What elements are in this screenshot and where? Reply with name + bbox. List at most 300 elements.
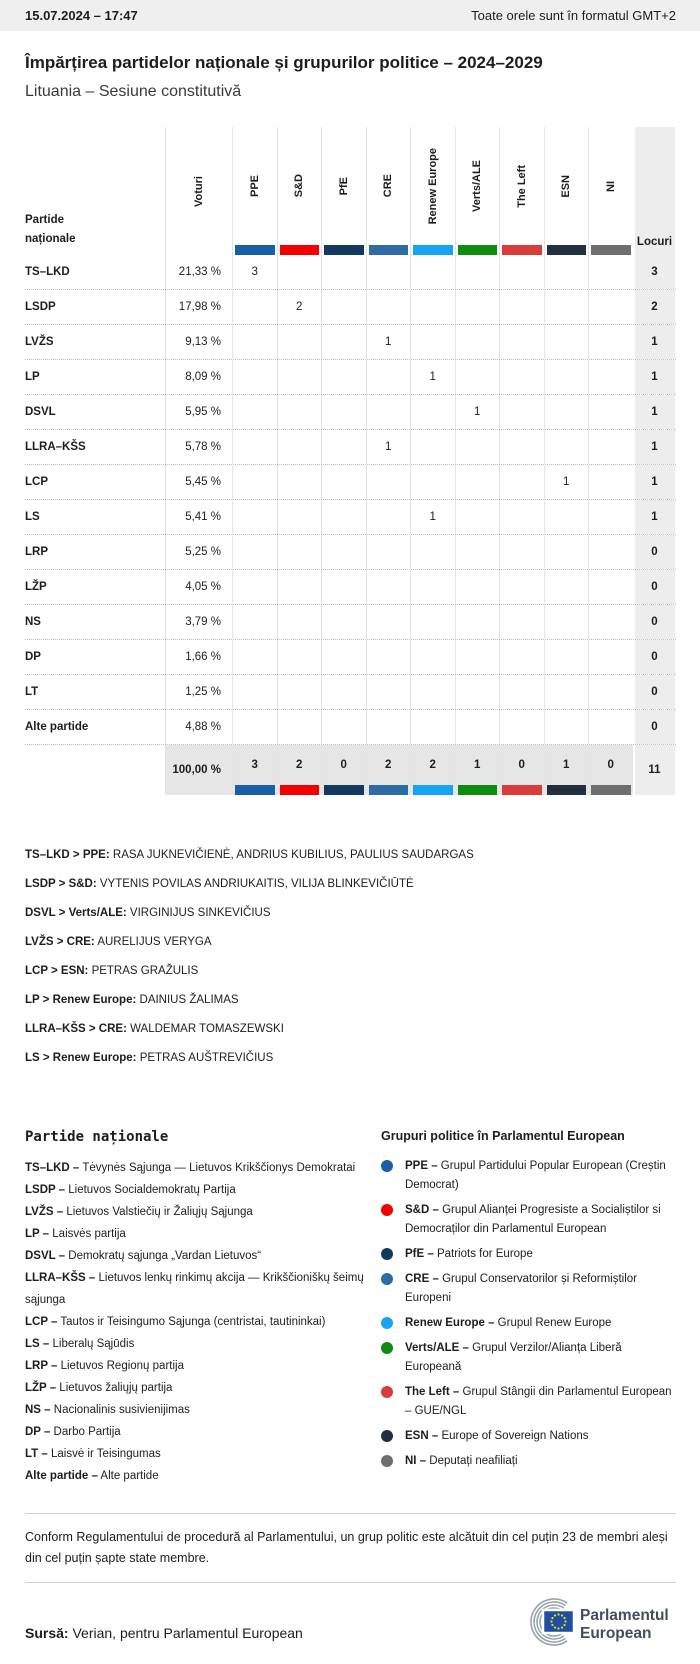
logo-text-line2: European: [580, 1625, 652, 1642]
seat-cell: [277, 395, 322, 429]
seat-cell: [321, 710, 366, 744]
seat-cell: [499, 675, 544, 709]
seat-cell: [232, 395, 277, 429]
party-full-name: Laisvė ir Teisingumas: [47, 1448, 161, 1460]
group-full-name: Grupul Alianței Progresiste a Socialiștilor si Democraților din Parlamentul European: [405, 1204, 661, 1235]
votes-cell: 1,66 %: [165, 640, 232, 674]
group-color-bar: [413, 245, 453, 255]
group-full-name: Deputați neafiliați: [426, 1455, 518, 1467]
party-abbr: NS –: [25, 1404, 51, 1416]
seat-cell: [277, 465, 322, 499]
seats-total-cell: 1: [633, 325, 675, 359]
total-seat-cell: 2: [410, 745, 455, 795]
table-row: [25, 500, 676, 535]
total-seat-cell: 3: [232, 745, 277, 795]
group-legend-item: [381, 1201, 676, 1239]
seats-total-cell: 1: [633, 500, 675, 534]
party-full-name: Alte partide: [97, 1470, 159, 1482]
seats-total-cell: 0: [633, 710, 675, 744]
votes-cell: 5,41 %: [165, 500, 232, 534]
mep-line-label: LCP > ESN:: [25, 965, 89, 977]
seats-total-cell: 0: [633, 640, 675, 674]
page-title: Împărțirea partidelor naționale și grupurilor politice – 2024–2029: [25, 53, 543, 72]
party-name-cell: LSDP: [25, 301, 56, 313]
party-abbr: LRP –: [25, 1360, 58, 1372]
group-column-header-label: Verts/ALE: [471, 160, 484, 212]
group-column-header-label: The Left: [515, 164, 528, 208]
seat-cell: [366, 535, 411, 569]
party-abbr: LŽP –: [25, 1382, 57, 1394]
group-legend-item: [381, 1157, 676, 1195]
european-parliament-logo: [516, 1593, 676, 1651]
table-row: [25, 395, 676, 430]
group-color-dot: [381, 1430, 393, 1442]
mep-line: [25, 870, 676, 899]
seat-cell: [499, 605, 544, 639]
seats-total-cell: 2: [633, 290, 675, 324]
seat-cell: [455, 570, 500, 604]
seat-cell: 1: [455, 395, 500, 429]
seat-cell: [455, 255, 500, 289]
seat-cell: [455, 710, 500, 744]
seat-cell: [588, 255, 633, 289]
party-full-name: Nacionalinis susivienijimas: [50, 1404, 190, 1416]
seat-cell: [277, 605, 322, 639]
seat-cell: [277, 570, 322, 604]
seat-cell: [277, 325, 322, 359]
group-abbr: CRE –: [405, 1273, 439, 1285]
seat-cell: [232, 535, 277, 569]
seat-cell: [277, 535, 322, 569]
seat-cell: [321, 500, 366, 534]
group-legend-item: [381, 1270, 676, 1308]
seats-total-cell: 3: [633, 255, 675, 289]
seat-cell: [544, 500, 589, 534]
group-abbr: Renew Europe –: [405, 1317, 495, 1329]
votes-cell: 17,98 %: [165, 290, 232, 324]
group-abbr: S&D –: [405, 1204, 439, 1216]
party-name-cell: NS: [25, 616, 41, 628]
votes-column-header-label: Voturi: [193, 175, 205, 207]
group-column-header-label: NI: [604, 180, 617, 192]
seat-cell: [277, 255, 322, 289]
group-color-bar: [280, 785, 320, 795]
table-row: [25, 430, 676, 465]
seat-cell: [366, 395, 411, 429]
seat-cell: 1: [410, 500, 455, 534]
party-legend-list: [25, 1157, 367, 1487]
seat-cell: [499, 255, 544, 289]
group-column-header: [544, 127, 589, 255]
total-seat-cell: 0: [499, 745, 544, 795]
table-row: [25, 465, 676, 500]
party-abbr: LSDP –: [25, 1184, 66, 1196]
party-abbr: LVŽS –: [25, 1206, 64, 1218]
group-full-name: Grupul Partidului Popular European (Creștin Democrat): [405, 1160, 666, 1191]
party-full-name: Tautos ir Teisingumo Sąjunga (centristai, tautininkai): [57, 1316, 326, 1328]
seat-cell: [588, 640, 633, 674]
mep-line: [25, 1015, 676, 1044]
mep-line: [25, 986, 676, 1015]
group-column-header-label: PfE: [337, 176, 350, 196]
party-name-cell: LRP: [25, 546, 48, 558]
table-row: [25, 570, 676, 605]
seat-cell: [321, 640, 366, 674]
source-note: [25, 1625, 303, 1641]
seat-cell: [410, 255, 455, 289]
group-column-header: [499, 127, 544, 255]
party-legend-title: Partide naționale: [25, 1129, 169, 1145]
party-name-cell: TS–LKD: [25, 266, 70, 278]
party-legend-item: [25, 1245, 367, 1267]
seat-cell: [499, 465, 544, 499]
group-color-bar: [458, 785, 498, 795]
logo-text-line1: Parlamentul: [580, 1607, 669, 1624]
seats-total-cell: 1: [633, 465, 675, 499]
group-abbr: The Left –: [405, 1386, 460, 1398]
seat-cell: [321, 675, 366, 709]
votes-cell: 5,45 %: [165, 465, 232, 499]
seat-cell: [588, 570, 633, 604]
seat-cell: [410, 465, 455, 499]
mep-line: [25, 957, 676, 986]
group-color-bar: [280, 245, 320, 255]
seat-cell: [588, 465, 633, 499]
seat-cell: [455, 465, 500, 499]
table-row: [25, 290, 676, 325]
party-full-name: Laisvės partija: [49, 1228, 126, 1240]
group-color-dot: [381, 1386, 393, 1398]
group-legend-item: [381, 1427, 676, 1446]
party-legend-item: [25, 1443, 367, 1465]
seat-cell: [455, 430, 500, 464]
total-seat-cell: 1: [544, 745, 589, 795]
votes-cell: 5,95 %: [165, 395, 232, 429]
seat-cell: [410, 290, 455, 324]
seat-cell: [232, 465, 277, 499]
group-color-bar: [324, 785, 364, 795]
group-full-name: Grupul Stângii din Parlamentul European – GUE/NGL: [405, 1386, 672, 1417]
seat-cell: 3: [232, 255, 277, 289]
mep-line-names: VIRGINIJUS SINKEVIČIUS: [126, 907, 271, 919]
votes-column-header: [165, 127, 232, 255]
party-name-cell: DP: [25, 651, 41, 663]
seat-cell: [544, 605, 589, 639]
party-full-name: Lietuvos Valstiečių ir Žaliųjų Sąjunga: [63, 1206, 253, 1218]
page-content: [0, 53, 700, 1651]
seat-cell: [588, 535, 633, 569]
table-header-row: [25, 127, 676, 255]
group-color-bar: [235, 785, 275, 795]
group-abbr: Verts/ALE –: [405, 1342, 469, 1354]
seat-cell: [232, 605, 277, 639]
seats-total-cell: 0: [633, 535, 675, 569]
seat-cell: [366, 570, 411, 604]
party-full-name: Lietuvos Socialdemokratų Partija: [65, 1184, 236, 1196]
seat-cell: [410, 640, 455, 674]
group-color-bar: [502, 785, 542, 795]
votes-cell: 4,88 %: [165, 710, 232, 744]
group-color-bar: [591, 785, 631, 795]
group-column-header: [232, 127, 277, 255]
party-abbr: Alte partide –: [25, 1470, 98, 1482]
party-name-cell: LP: [25, 371, 40, 383]
mep-line: [25, 841, 676, 870]
seat-cell: 1: [410, 360, 455, 394]
group-column-header-label: ESN: [560, 174, 573, 198]
party-full-name: Tėvynės Sąjunga — Lietuvos Krikščionys Demokratai: [79, 1162, 356, 1174]
total-empty-cell: [25, 745, 165, 795]
seat-cell: [544, 395, 589, 429]
seats-total-cell: 0: [633, 570, 675, 604]
party-legend-item: [25, 1421, 367, 1443]
seat-cell: [544, 360, 589, 394]
seat-cell: [366, 710, 411, 744]
seat-cell: [544, 325, 589, 359]
seat-cell: [277, 430, 322, 464]
mep-list: [25, 841, 676, 1073]
party-abbr: TS–LKD –: [25, 1162, 80, 1174]
seat-cell: [321, 570, 366, 604]
party-name-cell: Alte partide: [25, 721, 89, 733]
mep-line-label: DSVL > Verts/ALE:: [25, 907, 127, 919]
group-color-dot: [381, 1204, 393, 1216]
group-column-header: [277, 127, 322, 255]
seat-cell: [321, 360, 366, 394]
seat-cell: 1: [366, 430, 411, 464]
mep-line-names: WALDEMAR TOMASZEWSKI: [126, 1023, 284, 1035]
group-legend-title: Grupuri politice în Parlamentul European: [381, 1129, 625, 1143]
party-name-cell: LLRA–KŠS: [25, 441, 86, 453]
table-row: [25, 710, 676, 745]
seat-cell: [410, 605, 455, 639]
party-legend-item: [25, 1157, 367, 1179]
seat-cell: [499, 395, 544, 429]
seats-total-cell: 1: [633, 360, 675, 394]
party-legend-item: [25, 1465, 367, 1487]
mep-line-names: DAINIUS ŽALIMAS: [136, 994, 239, 1006]
group-color-dot: [381, 1342, 393, 1354]
group-color-dot: [381, 1248, 393, 1260]
seats-total-cell: 0: [633, 675, 675, 709]
mep-line-label: LLRA–KŠS > CRE:: [25, 1023, 127, 1035]
group-full-name: Grupul Renew Europe: [494, 1317, 612, 1329]
seat-cell: [499, 290, 544, 324]
party-full-name: Liberalų Sąjūdis: [49, 1338, 135, 1350]
votes-cell: 21,33 %: [165, 255, 232, 289]
seat-cell: [544, 255, 589, 289]
table-row: [25, 325, 676, 360]
seat-cell: [544, 535, 589, 569]
seat-cell: [410, 570, 455, 604]
timezone-note: Toate orele sunt în formatul GMT+2: [471, 8, 676, 23]
seat-cell: [410, 430, 455, 464]
party-full-name: Lietuvos Regionų partija: [57, 1360, 184, 1372]
seat-cell: [499, 360, 544, 394]
group-abbr: PfE –: [405, 1248, 434, 1260]
legend-section: [25, 1129, 676, 1487]
seat-cell: [410, 535, 455, 569]
party-abbr: DSVL –: [25, 1250, 66, 1262]
party-legend-item: [25, 1355, 367, 1377]
mep-line-label: LP > Renew Europe:: [25, 994, 137, 1006]
group-full-name: Patriots for Europe: [433, 1248, 533, 1260]
seat-cell: [321, 430, 366, 464]
seat-cell: [366, 605, 411, 639]
group-color-bar: [547, 245, 587, 255]
party-abbr: LS –: [25, 1338, 50, 1350]
source-label: Sursă:: [25, 1625, 69, 1641]
seat-cell: [277, 500, 322, 534]
group-column-header: [588, 127, 633, 255]
party-name-cell: LS: [25, 511, 40, 523]
seat-cell: [455, 290, 500, 324]
seat-cell: [455, 605, 500, 639]
group-full-name: Europe of Sovereign Nations: [438, 1430, 589, 1442]
seat-cell: 1: [544, 465, 589, 499]
party-full-name: Darbo Partija: [50, 1426, 121, 1438]
group-column-header: [455, 127, 500, 255]
group-column-header: [366, 127, 411, 255]
group-abbr: PPE –: [405, 1160, 438, 1172]
table-row: [25, 360, 676, 395]
seat-cell: [366, 675, 411, 709]
total-seat-cell: 2: [366, 745, 411, 795]
total-seat-cell: 1: [455, 745, 500, 795]
seat-cell: [232, 675, 277, 709]
seat-cell: [588, 290, 633, 324]
mep-line-names: PETRAS AUŠTREVIČIUS: [136, 1052, 274, 1064]
party-legend-item: [25, 1267, 367, 1311]
mep-line: [25, 928, 676, 957]
seat-cell: [544, 640, 589, 674]
votes-cell: 4,05 %: [165, 570, 232, 604]
seat-cell: [455, 325, 500, 359]
votes-cell: 5,78 %: [165, 430, 232, 464]
seat-cell: [277, 710, 322, 744]
mep-line-label: TS–LKD > PPE:: [25, 849, 110, 861]
seats-total-cell: 1: [633, 430, 675, 464]
mep-line: [25, 1044, 676, 1073]
seats-total-cell: 1: [633, 395, 675, 429]
votes-cell: 5,25 %: [165, 535, 232, 569]
seat-cell: [277, 675, 322, 709]
party-legend-item: [25, 1377, 367, 1399]
group-column-header-label: CRE: [382, 174, 395, 198]
seat-cell: [232, 710, 277, 744]
group-color-bar: [369, 245, 409, 255]
seat-cell: [544, 430, 589, 464]
seat-cell: [544, 570, 589, 604]
seat-cell: [366, 360, 411, 394]
party-legend-item: [25, 1201, 367, 1223]
table-row: [25, 640, 676, 675]
seat-cell: [499, 570, 544, 604]
seat-cell: [321, 290, 366, 324]
party-name-cell: LCP: [25, 476, 48, 488]
party-legend-item: [25, 1223, 367, 1245]
votes-cell: 3,79 %: [165, 605, 232, 639]
seat-cell: [277, 360, 322, 394]
group-legend-list: [381, 1157, 676, 1471]
seat-cell: [544, 290, 589, 324]
group-column-header-label: Renew Europe: [426, 147, 439, 225]
seat-cell: [455, 675, 500, 709]
party-abbr: DP –: [25, 1426, 51, 1438]
total-seat-cell: 0: [321, 745, 366, 795]
votes-cell: 1,25 %: [165, 675, 232, 709]
group-full-name: Grupul Conservatorilor și Reformiștilor Europeni: [405, 1273, 637, 1304]
seat-cell: [410, 675, 455, 709]
group-color-dot: [381, 1317, 393, 1329]
seat-cell: [366, 255, 411, 289]
group-column-header: [321, 127, 366, 255]
group-column-header: [410, 127, 455, 255]
datetime-label: 15.07.2024 – 17:47: [25, 8, 138, 23]
party-name-cell: DSVL: [25, 406, 56, 418]
group-legend-item: [381, 1383, 676, 1421]
party-legend-item: [25, 1399, 367, 1421]
seat-cell: 2: [277, 290, 322, 324]
seat-cell: [232, 570, 277, 604]
seat-cell: [544, 710, 589, 744]
seat-cell: [455, 500, 500, 534]
seat-cell: [232, 290, 277, 324]
party-name-cell: LVŽS: [25, 336, 54, 348]
seat-cell: [499, 430, 544, 464]
table-row: [25, 255, 676, 290]
page-subtitle: Lituania – Sesiune constitutivă: [25, 83, 242, 100]
seat-cell: [588, 500, 633, 534]
seat-cell: [499, 710, 544, 744]
group-color-bar: [502, 245, 542, 255]
procedure-footnote: Conform Regulamentului de procedură al Parlamentului, un grup politic este alcătuit din cel puțin 23 de membri aleși din cel puțin șapte state membre.: [25, 1513, 676, 1583]
seat-cell: [321, 325, 366, 359]
table-row: [25, 675, 676, 710]
seat-cell: [366, 640, 411, 674]
group-legend-item: [381, 1245, 676, 1264]
mep-line-label: LSDP > S&D:: [25, 878, 97, 890]
mep-line-label: LVŽS > CRE:: [25, 936, 95, 948]
group-abbr: NI –: [405, 1455, 427, 1467]
group-legend: [381, 1129, 676, 1487]
seat-cell: [410, 710, 455, 744]
seat-cell: [321, 535, 366, 569]
party-legend-item: [25, 1333, 367, 1355]
top-bar: [0, 0, 700, 31]
source-text: Verian, pentru Parlamentul European: [72, 1625, 303, 1641]
party-name-cell: LT: [25, 686, 39, 698]
seat-cell: [455, 535, 500, 569]
mep-line-names: PETRAS GRAŽULIS: [88, 965, 199, 977]
seats-column-header: [633, 127, 675, 255]
seat-cell: [232, 640, 277, 674]
group-legend-item: [381, 1314, 676, 1333]
seat-cell: [588, 710, 633, 744]
group-color-dot: [381, 1273, 393, 1285]
group-color-bar: [413, 785, 453, 795]
group-color-dot: [381, 1160, 393, 1172]
seat-cell: [232, 500, 277, 534]
group-color-dot: [381, 1455, 393, 1467]
party-abbr: LCP –: [25, 1316, 58, 1328]
seat-cell: [232, 360, 277, 394]
party-abbr: LT –: [25, 1448, 48, 1460]
mep-line-names: AURELIJUS VERYGA: [94, 936, 212, 948]
group-legend-item: [381, 1339, 676, 1377]
party-column-header-label: Partide naționale: [25, 214, 76, 245]
party-name-cell: LŽP: [25, 581, 47, 593]
